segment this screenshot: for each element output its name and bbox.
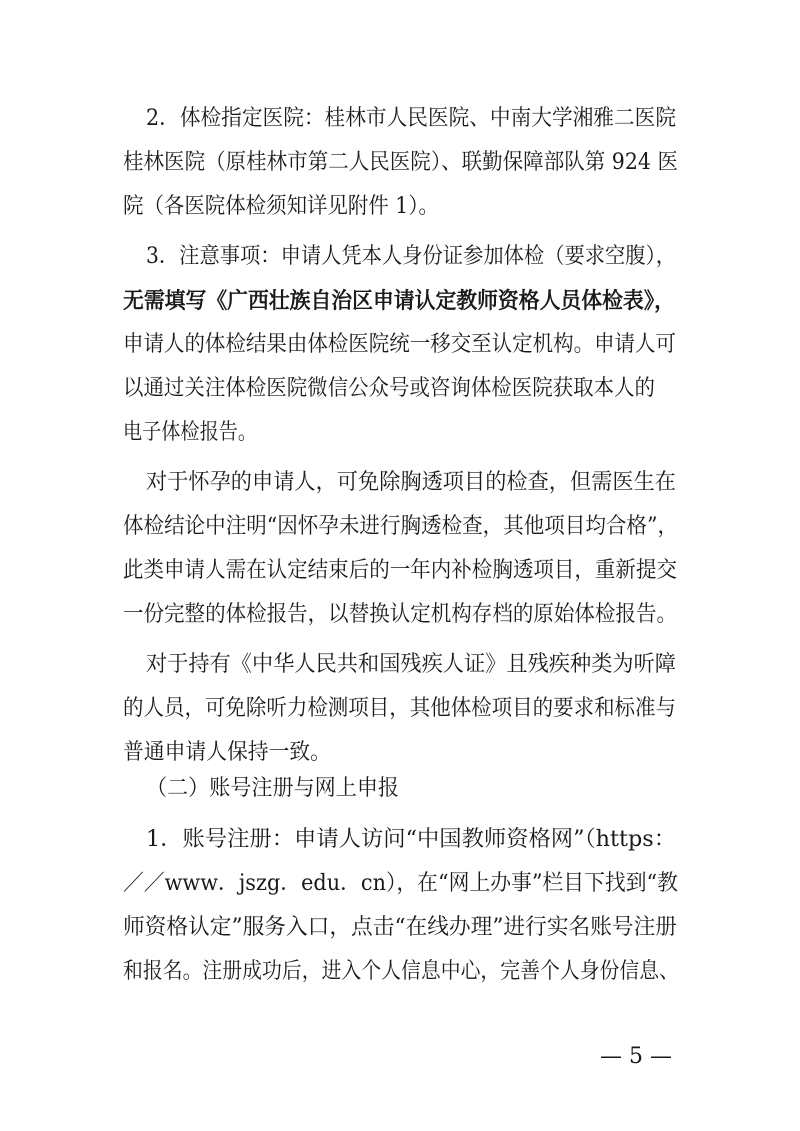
paragraph-pregnant-line-1: 对于怀孕的申请人，可免除胸透项目的检查，但需医生在 bbox=[146, 470, 676, 495]
paragraph-hospitals-line-2: 桂林医院（原桂林市第二人民医院）、联勤保障部队第 924 医 bbox=[123, 150, 678, 175]
paragraph-hearing-line-3: 普通申请人保持一致。 bbox=[123, 740, 331, 765]
paragraph-hospitals-line-1: 2．体检指定医院：桂林市人民医院、中南大学湘雅二医院 bbox=[146, 106, 676, 131]
paragraph-registration-line-3: 师资格认定”服务入口，点击“在线办理”进行实名账号注册 bbox=[123, 915, 677, 940]
paragraph-registration-line-2: ／／www．jszg．edu．cn），在“网上办事”栏目下找到“教 bbox=[123, 871, 678, 896]
paragraph-registration-line-4: 和报名。注册成功后，进入个人信息中心，完善个人身份信息、 bbox=[123, 959, 679, 984]
paragraph-hearing-line-2: 的人员，可免除听力检测项目，其他体检项目的要求和标准与 bbox=[123, 696, 676, 721]
paragraph-notes-line-5: 电子体检报告。 bbox=[123, 420, 257, 445]
paragraph-pregnant-line-2: 体检结论中注明“因怀孕未进行胸透检查，其他项目均合格”， bbox=[123, 514, 678, 539]
paragraph-notes-line-2-bold: 无需填写《广西壮族自治区申请认定教师资格人员体检表》， bbox=[123, 288, 675, 314]
page-number: — 5 — bbox=[600, 1044, 672, 1069]
paragraph-notes-line-3: 申请人的体检结果由体检医院统一移交至认定机构。申请人可 bbox=[123, 332, 676, 357]
paragraph-hospitals-line-3: 院（各医院体检须知详见附件 1）。 bbox=[123, 194, 439, 219]
section-heading-account-registration: （二）账号注册与网上申报 bbox=[146, 776, 399, 801]
paragraph-notes-line-1: 3．注意事项：申请人凭本人身份证参加体检（要求空腹）， bbox=[146, 244, 676, 269]
paragraph-pregnant-line-3: 此类申请人需在认定结束后的一年内补检胸透项目，重新提交 bbox=[123, 558, 677, 583]
paragraph-pregnant-line-4: 一份完整的体检报告，以替换认定机构存档的原始体检报告。 bbox=[123, 602, 677, 627]
paragraph-registration-line-1: 1．账号注册：申请人访问“中国教师资格网”（https： bbox=[146, 827, 676, 852]
paragraph-hearing-line-1: 对于持有《中华人民共和国残疾人证》且残疾种类为听障 bbox=[146, 652, 676, 677]
paragraph-notes-line-4: 以通过关注体检医院微信公众号或咨询体检医院获取本人的 bbox=[123, 376, 655, 401]
